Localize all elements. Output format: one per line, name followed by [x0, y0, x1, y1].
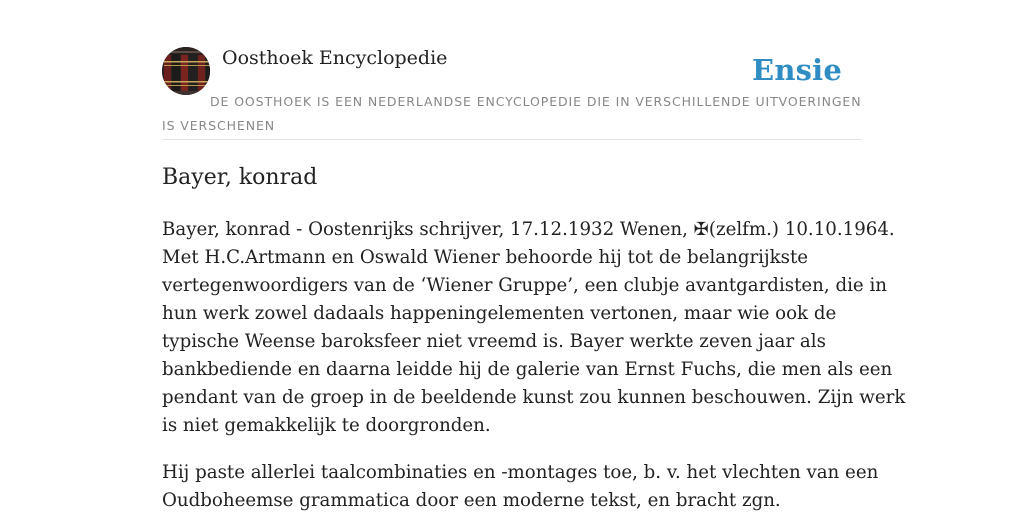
site-title[interactable]: Oosthoek Encyclopedie: [222, 47, 448, 69]
books-icon: [162, 47, 210, 95]
page-container: [162, 0, 906, 512]
entry-title: Bayer, konrad: [162, 165, 318, 190]
entry-paragraph: [162, 216, 906, 440]
text-line: Oudboheemse grammatica door een moderne tekst, en bracht zgn.: [162, 490, 781, 511]
brand-logo-link[interactable]: Ensie: [752, 53, 842, 87]
text-line: is niet gemakkelijk te doorgronden.: [162, 415, 491, 436]
header-divider: [162, 139, 862, 140]
entry-paragraph: [162, 459, 879, 512]
text-line: Met H.C.Artmann en Oswald Wiener behoorde hij tot de belangrijkste: [162, 247, 809, 268]
encyclopedia-books-avatar[interactable]: [162, 47, 210, 95]
text-line: Bayer, konrad - Oostenrijks schrijver, 17.12.1932 Wenen, ✠(zelfm.) 10.10.1964.: [162, 219, 895, 240]
text-line: typische Weense baroksfeer niet vreemd is. Bayer werkte zeven jaar als: [162, 331, 826, 352]
text-line: pendant van de groep in de beeldende kunst zou kunnen beschouwen. Zijn werk: [162, 387, 906, 408]
text-line: bankbediende en daarna leidde hij de galerie van Ernst Fuchs, die men als een: [162, 359, 893, 380]
entry-body: [162, 216, 906, 512]
text-line: Hij paste allerlei taalcombinaties en -montages toe, b. v. het vlechten van een: [162, 462, 879, 483]
site-description: DE OOSTHOEK IS EEN NEDERLANDSE ENCYCLOPEDIE DIE IN VERSCHILLENDE UITVOERINGEN IS VERSCHENEN: [162, 94, 862, 133]
text-line: hun werk zowel dadaals happeningelementen vertonen, maar wie ook de: [162, 303, 837, 324]
text-line: vertegenwoordigers van de ‘Wiener Gruppe’, een clubje avantgardisten, die in: [162, 275, 887, 296]
